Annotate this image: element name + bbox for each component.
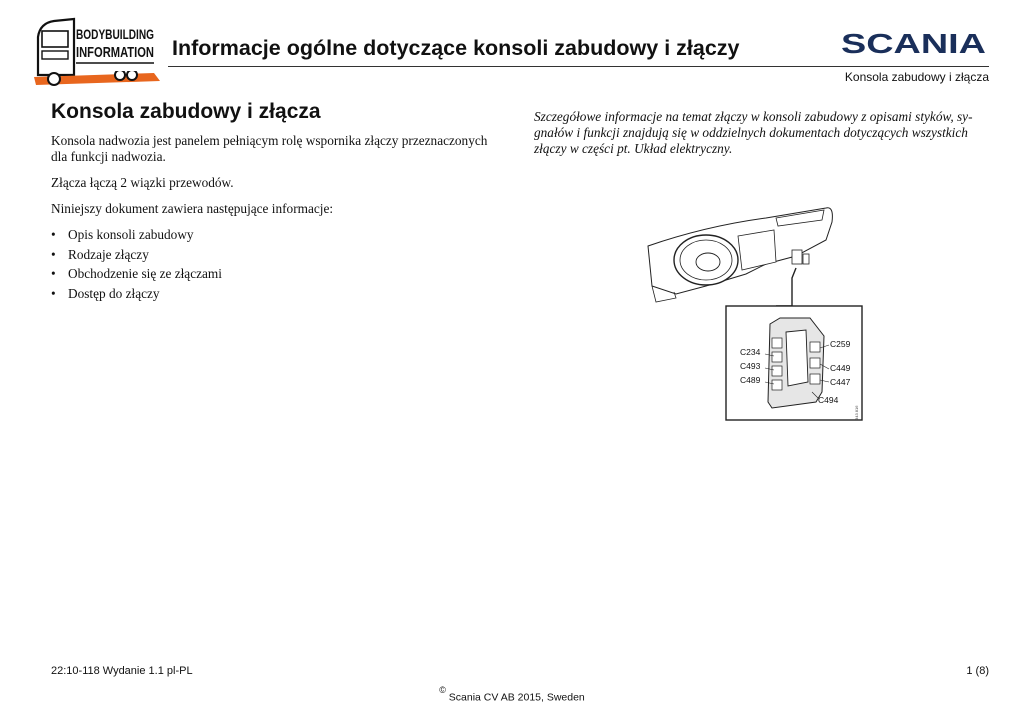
- wiring-paragraph: Złącza łączą 2 wiązki przewodów.: [51, 175, 234, 190]
- header-divider: [168, 66, 989, 67]
- section-label: Konsola zabudowy i złącza: [844, 70, 989, 84]
- list-item: • Opis konsoli zabudowy: [51, 227, 501, 243]
- bodybuilding-information-logo: [34, 15, 162, 89]
- scania-wordmark: SCANIA: [841, 28, 986, 59]
- logo-line2: INFORMATION: [76, 45, 154, 61]
- connector-label-c449: C449: [830, 363, 851, 373]
- scania-logo: [841, 28, 986, 59]
- list-item: • Rodzaje złączy: [51, 247, 501, 263]
- connector-label-c493: C493: [740, 361, 761, 371]
- figure-id: 343 816: [854, 405, 859, 420]
- page-number: 1 (8): [966, 665, 989, 677]
- logo-line1: BODYBUILDING: [76, 27, 154, 42]
- document-title: Informacje ogólne dotyczące konsoli zabudowy i złączy: [172, 36, 740, 60]
- list-item: • Obchodzenie się ze złączami: [51, 266, 501, 282]
- connector-console-figure: [646, 206, 866, 424]
- connector-label-c489: C489: [740, 375, 761, 385]
- list-item: • Dostęp do złączy: [51, 286, 501, 302]
- intro-paragraph: Konsola nadwozia jest panelem pełniącym rolę wspornika złączy przeznaczonych dla funkcji nadwozia.: [51, 133, 488, 164]
- left-column: [51, 133, 501, 305]
- copyright-symbol: ©: [439, 685, 446, 695]
- connector-label-c494: C494: [818, 395, 839, 405]
- copyright-text: Scania CV AB 2015, Sweden: [448, 691, 585, 704]
- connector-label-c447: C447: [830, 377, 851, 387]
- contents-paragraph: Niniejszy dokument zawiera następujące informacje:: [51, 201, 334, 216]
- copyright-notice: [0, 685, 1024, 704]
- section-heading: Konsola zabudowy i złącza: [51, 100, 321, 123]
- right-column-note: Szczegółowe informacje na temat złączy w konsoli zabudowy z opisami styków, sy-gnałów i funkcji znajdują się w oddzielnych dokumentach dotyczących wszystkich złączy w części pt. Układ elektryczny.: [534, 109, 973, 156]
- connector-label-c234: C234: [740, 347, 761, 357]
- document-reference: 22:10-118 Wydanie 1.1 pl-PL: [51, 665, 193, 677]
- contents-list: [51, 227, 501, 302]
- connector-label-c259: C259: [830, 339, 851, 349]
